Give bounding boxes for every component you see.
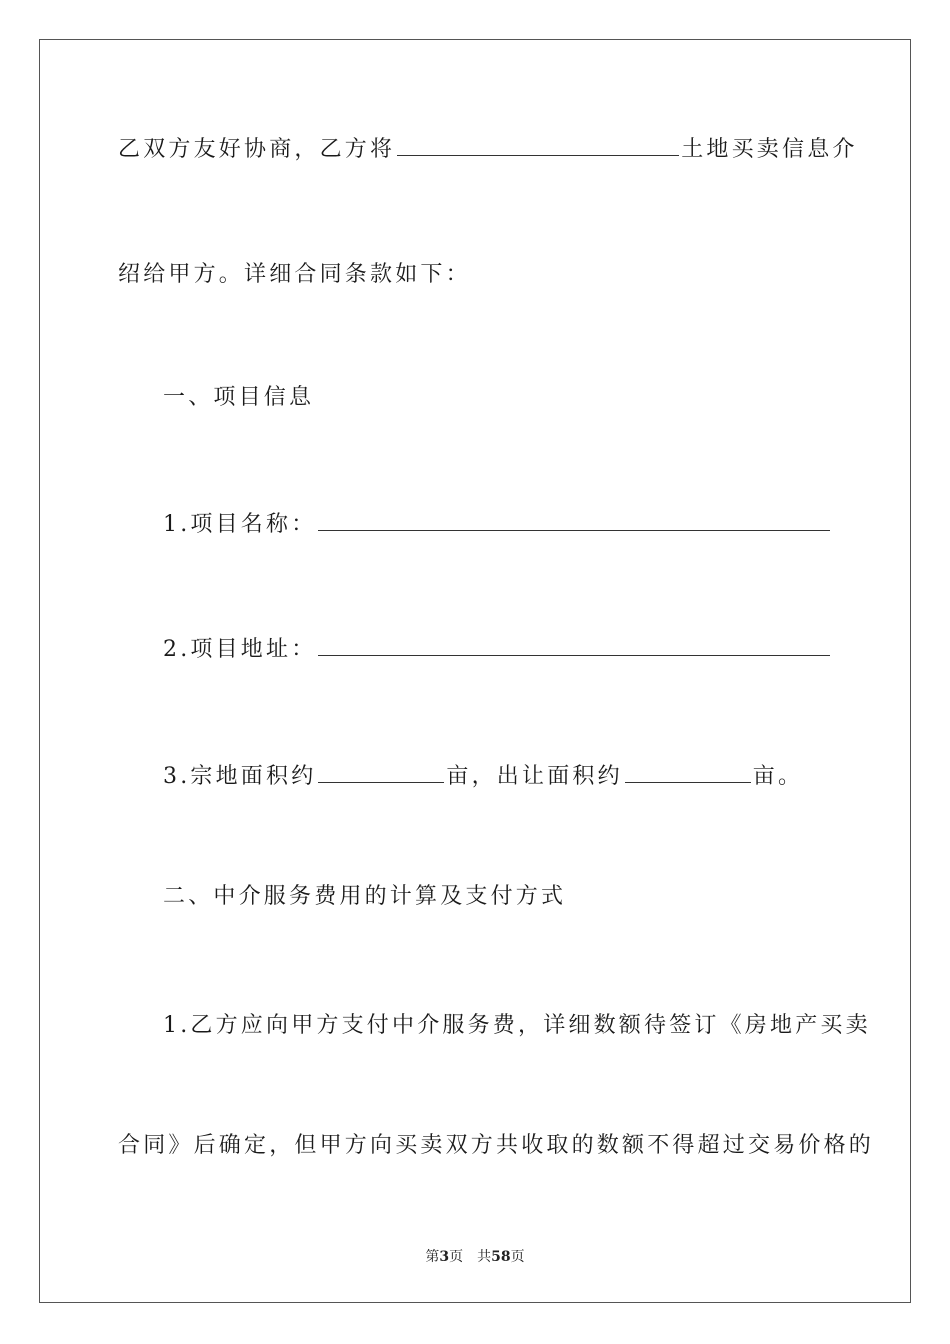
field-label: 2.项目地址：	[163, 637, 317, 662]
field-project-address	[163, 633, 832, 665]
footer-page-unit: 页	[449, 1249, 464, 1265]
blank-transfer-area	[625, 760, 751, 783]
field-label: 1.项目名称：	[163, 512, 317, 537]
text-segment: 乙双方友好协商，乙方将	[118, 137, 396, 162]
text-segment: 3.宗地面积约	[163, 764, 317, 789]
footer-total-prefix: 共	[477, 1249, 492, 1265]
blank-project-address	[318, 633, 830, 656]
paragraph-fee-line-2: 合同》后确定，但甲方向买卖双方共收取的数额不得超过交易价格的	[118, 1133, 875, 1158]
paragraph-line-2: 绍给甲方。详细合同条款如下：	[118, 262, 471, 287]
text-segment: 土地买卖信息介	[681, 137, 858, 162]
footer-total-unit: 页	[510, 1249, 525, 1265]
paragraph-fee-line-1: 1.乙方应向甲方支付中介服务费，详细数额待签订《房地产买卖	[163, 1013, 871, 1038]
page-frame	[39, 39, 911, 1303]
text-segment: 亩，出让面积约	[446, 764, 623, 789]
footer-page-total: 58	[491, 1249, 511, 1265]
blank-land-info	[397, 133, 679, 156]
paragraph-line-1	[118, 133, 858, 165]
text-segment: 亩。	[752, 764, 804, 789]
field-project-name	[163, 508, 832, 540]
footer-page-prefix: 第	[425, 1249, 440, 1265]
field-area	[163, 760, 803, 792]
footer-page-current: 3	[439, 1249, 450, 1265]
blank-project-name	[318, 508, 830, 531]
page-footer	[0, 1246, 950, 1266]
section-heading-fees: 二、中介服务费用的计算及支付方式	[163, 884, 567, 909]
section-heading-project-info: 一、项目信息	[163, 385, 315, 410]
blank-parcel-area	[318, 760, 444, 783]
